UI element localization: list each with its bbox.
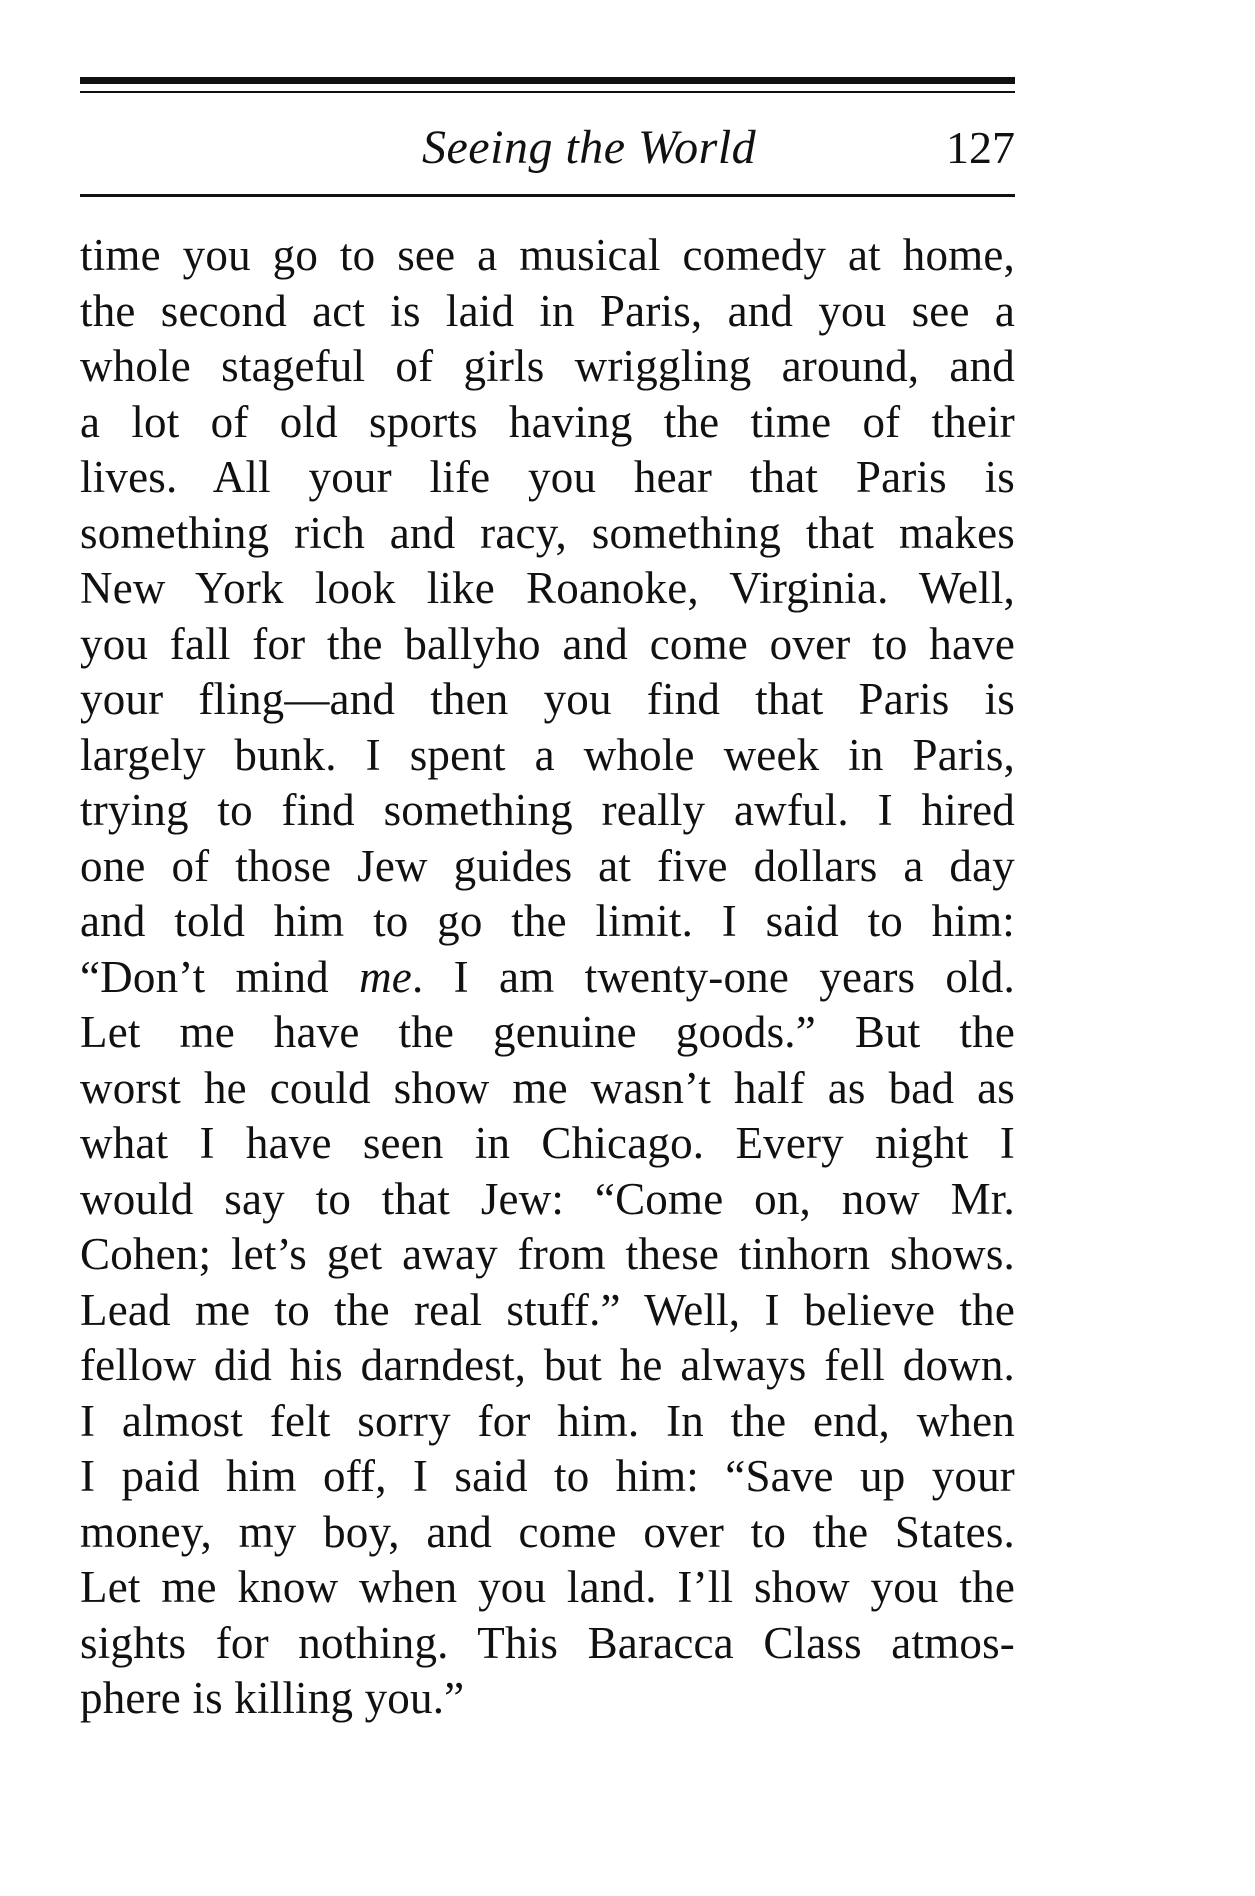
text-line: fellow did his darndest, but he always fell down. [80, 1340, 1015, 1390]
text-line: whole stageful of girls wriggling around, and [80, 341, 1015, 391]
text-line-last: phere is killing you.” [80, 1673, 465, 1723]
body-text [80, 228, 1015, 1727]
italic-emphasis: me [359, 951, 412, 1002]
text-line: you fall for the ballyho and come over to have [80, 618, 1015, 669]
text-line: Let me know when you land. I’ll show you the [80, 1562, 1015, 1612]
text-line: worst he could show me wasn’t half as bad as [80, 1062, 1015, 1113]
text-line: the second act is laid in Paris, and you see a [80, 285, 1015, 336]
text-line [80, 950, 1015, 1006]
text-line: Cohen; let’s get away from these tinhorn shows. [80, 1229, 1015, 1279]
text-line: and told him to go the limit. I said to him: [80, 896, 1015, 946]
text-line: money, my boy, and come over to the States. [80, 1506, 1015, 1557]
header-rule-bottom [80, 194, 1015, 197]
text-line: New York look like Roanoke, Virginia. Well, [80, 563, 1015, 613]
text-line: lives. All your life you hear that Paris is [80, 452, 1015, 502]
text-line: your fling—and then you find that Paris is [80, 674, 1015, 724]
header-rule-thin [80, 91, 1015, 93]
text-line: time you go to see a musical comedy at home, [80, 230, 1015, 280]
page-number: 127 [946, 122, 1015, 173]
text-line: a lot of old sports having the time of their [80, 396, 1015, 447]
text-line: I almost felt sorry for him. In the end, when [80, 1395, 1015, 1446]
text-line: something rich and racy, something that makes [80, 507, 1015, 558]
text-segment: . I am twenty-one years old. [411, 951, 1015, 1002]
text-segment: “Don’t mind [80, 951, 360, 1002]
text-line: Lead me to the real stuff.” Well, I believe the [80, 1284, 1015, 1335]
text-line: trying to find something really awful. I hired [80, 785, 1015, 835]
text-line: sights for nothing. This Baracca Class atmos- [80, 1617, 1015, 1668]
text-line: I paid him off, I said to him: “Save up your [80, 1451, 1015, 1501]
running-head [80, 118, 1015, 178]
text-line: one of those Jew guides at five dollars a day [80, 840, 1015, 891]
text-line: Let me have the genuine goods.” But the [80, 1007, 1015, 1057]
text-line: would say to that Jew: “Come on, now Mr. [80, 1173, 1015, 1224]
running-title: Seeing the World [422, 121, 757, 174]
text-line: what I have seen in Chicago. Every night I [80, 1118, 1015, 1168]
header-rule-thick [80, 77, 1015, 84]
text-line: largely bunk. I spent a whole week in Paris, [80, 729, 1015, 780]
